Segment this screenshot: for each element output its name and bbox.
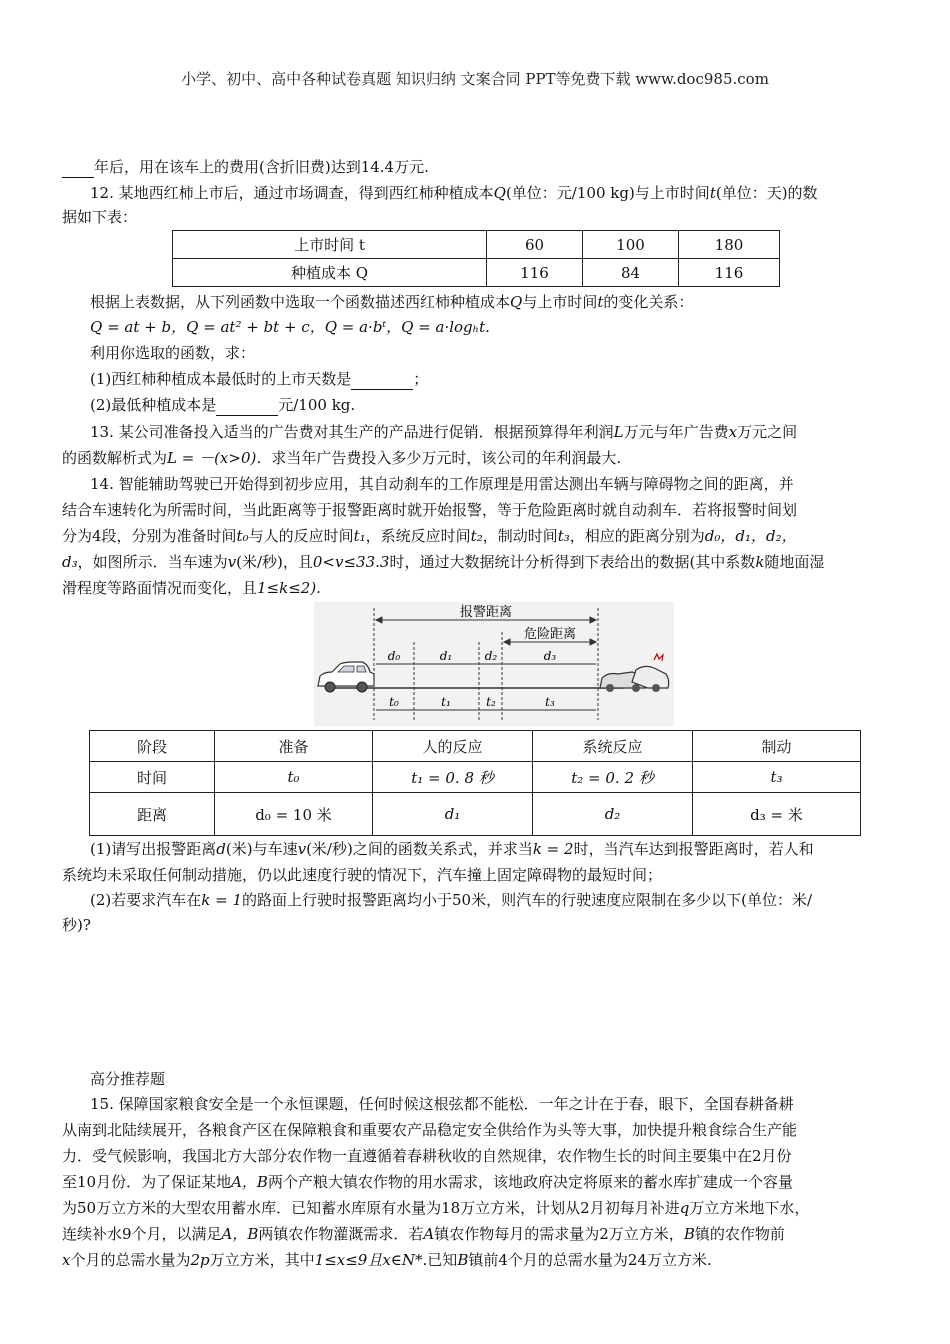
text: 镇前4个月的总需水量为24万立方米. (468, 1251, 712, 1269)
t0-label: t₀ (389, 695, 399, 709)
text: 12. 某地西红柿上市后，通过市场调查，得到西红柿种植成本 (90, 184, 494, 202)
text: 万立方米，其中 (209, 1251, 315, 1269)
text: ，系统反应时间 (365, 527, 471, 545)
table-header-cell: 制动 (693, 731, 861, 762)
q14-sub-1-line-2: 系统均未采取任何制动措施，仍以此速度行驶的情况下，汽车撞上固定障碍物的最短时间； (62, 866, 663, 884)
table-cell: t₀ (215, 762, 373, 793)
var-k1: k = 1 (201, 891, 242, 909)
q15-line-6 (62, 1223, 785, 1245)
q14-sub-1-line-1 (90, 838, 814, 860)
table-row (173, 259, 780, 287)
var-x: x (728, 423, 738, 441)
danger-distance-label: 危险距离 (523, 627, 577, 642)
var-t0: t₀ (236, 527, 249, 545)
table-header-cell: 阶段 (90, 731, 215, 762)
d0-label: d₀ (387, 649, 401, 663)
text: (单位：元/100 kg)与上市时间 (505, 184, 710, 202)
text: 镇的农作物前 (694, 1225, 785, 1243)
answer-blank (62, 162, 94, 178)
table-cell: 116 (487, 259, 583, 287)
answer-blank (351, 374, 413, 390)
formula: L = －(x>0)． (167, 449, 272, 467)
table-cell: 种植成本 Q (173, 259, 487, 287)
q12-line-1 (90, 182, 818, 204)
text: (米/秒)，且 (236, 553, 313, 571)
q12-sub-2 (90, 394, 355, 416)
table-row (90, 762, 861, 793)
text: 万元与年广告费 (623, 423, 729, 441)
table-cell: 60 (487, 231, 583, 259)
table-cell: d₀ = 10 米 (215, 793, 373, 836)
page-header: 小学、初中、高中各种试卷真题 知识归纳 文案合同 PPT等免费下载 www.doc985.com (181, 70, 769, 88)
var-x: x (62, 1251, 71, 1269)
d2-label: d₂ (484, 649, 498, 663)
text: 至10月份．为了保证某地 (62, 1173, 232, 1191)
q15-line-4 (62, 1171, 793, 1193)
var-t2: t₂ (470, 527, 483, 545)
text: 万元之间 (737, 423, 798, 441)
table-header-cell: 系统反应 (533, 731, 693, 762)
q13-line-1 (90, 421, 797, 443)
t3-label: t₃ (545, 695, 555, 709)
var-l: L (613, 423, 624, 441)
text: (1)西红柿种植成本最低时的上市天数是 (90, 370, 352, 388)
text: 求当年广告费投入多少万元时，该公司的年利润最大. (271, 449, 622, 467)
text: 时，当汽车达到报警距离时，若人和 (573, 840, 814, 858)
text: 个月的总需水量为 (70, 1251, 191, 1269)
table-cell: 116 (679, 259, 780, 287)
text: ； (413, 370, 429, 388)
text: (单位：天)的数 (715, 184, 818, 202)
text: 镇农作物每月的需求量为2万立方米， (434, 1225, 684, 1243)
table-cell: t₁ = 0. 8 秒 (373, 762, 533, 793)
q15-line-7 (62, 1249, 712, 1271)
var-xrange: 1≤x≤9且x∈N* (314, 1251, 423, 1269)
table-header-row (90, 731, 861, 762)
q14-line-5 (62, 577, 321, 599)
text: ，制动时间 (482, 527, 558, 545)
table-cell: 180 (679, 231, 780, 259)
table-cell: 时间 (90, 762, 215, 793)
var-ab: A，B (221, 1225, 259, 1243)
var-a: A (423, 1225, 435, 1243)
var-vrange: 0<v≤33.3 (312, 553, 390, 571)
var-q-lower: q (679, 1199, 690, 1217)
q12-functions: Q = at + b，Q = at² + bt + c，Q = a·bᵗ，Q = a·logₕt. (90, 318, 490, 336)
q14-data-table (89, 730, 861, 836)
var-v: v (227, 553, 237, 571)
text: 的函数解析式为 (62, 449, 168, 467)
previous-question-tail (62, 156, 429, 178)
table-cell: d₃ = 米 (693, 793, 861, 836)
text: 万立方米地下水， (689, 1199, 810, 1217)
braking-distance-figure (314, 602, 674, 726)
text: 的路面上行驶时报警距离均小于50米，则汽车的行驶速度应限制在多少以下(单位：米/ (242, 891, 812, 909)
var-t: t (709, 184, 716, 202)
q14-sub-2-line-2: 秒)? (62, 916, 91, 934)
text: (米)与车速 (225, 840, 298, 858)
q13-line-2 (62, 447, 621, 469)
text: .已知 (422, 1251, 458, 1269)
table-cell: 84 (583, 259, 679, 287)
var-d: d (216, 840, 226, 858)
text: 年后，用在该车上的费用(含折旧费)达到14.4万元. (94, 158, 429, 176)
var-dlist: d₀，d₁，d₂， (704, 527, 797, 545)
q14-line-2: 结合车速转化为所需时间，当此距离等于报警距离时就开始报警，等于危险距离时就自动刹车．若将报警时间划 (62, 501, 798, 519)
var-q: Q (510, 293, 523, 311)
q12-sub-1 (90, 368, 428, 390)
text: ，相应的距离分别为 (569, 527, 705, 545)
table-cell: t₂ = 0. 2 秒 (533, 762, 693, 793)
text: 的变化关系： (603, 293, 694, 311)
var-q: Q (493, 184, 506, 202)
q14-sub-2-line-1 (90, 889, 812, 911)
d3-label: d₃ (543, 649, 557, 663)
var-t1: t₁ (353, 527, 366, 545)
var-krange: 1≤k≤2). (257, 579, 321, 597)
table-cell: d₁ (373, 793, 533, 836)
table-cell: 100 (583, 231, 679, 259)
text: (米/秒)之间的函数关系式，并求当 (306, 840, 533, 858)
text: 根据上表数据，从下列函数中选取一个函数描述西红柿种植成本 (90, 293, 511, 311)
text: 两个产粮大镇农作物的用水需求，该地政府决定将原来的蓄水库扩建成一个容量 (267, 1173, 793, 1191)
table-header-cell: 人的反应 (373, 731, 533, 762)
table-cell: t₃ (693, 762, 861, 793)
q15-line-1: 15. 保障国家粮食安全是一个永恒课题，任何时候这根弦都不能松．一年之计在于春，眼下，全国春耕备耕 (90, 1095, 794, 1113)
text: 为50万立方米的大型农用蓄水库．已知蓄水库原有水量为18万立方米，计划从2月初每月补进 (62, 1199, 680, 1217)
q14-line-3 (62, 525, 797, 547)
q14-line-1: 14. 智能辅助驾驶已开始得到初步应用，其自动刹车的工作原理是用雷达测出车辆与障碍物之间的距离，并 (90, 475, 794, 493)
text: 时，通过大数据统计分析得到下表给出的数据(其中系数 (389, 553, 756, 571)
table-cell: 上市时间 t (173, 231, 487, 259)
q14-line-4 (62, 551, 824, 573)
answer-blank (216, 400, 278, 416)
text: 两镇农作物灌溉需求．若 (258, 1225, 424, 1243)
table-cell: 距离 (90, 793, 215, 836)
var-k: k (755, 553, 765, 571)
q12-data-table (172, 230, 780, 287)
t2-label: t₂ (486, 695, 496, 709)
var-2p: 2p (190, 1251, 210, 1269)
text: 与上市时间 (522, 293, 598, 311)
section-title: 高分推荐题 (90, 1070, 166, 1088)
var-ab: A，B (231, 1173, 268, 1191)
q12-line-4: 利用你选取的函数，求： (90, 344, 256, 362)
var-k2: k = 2 (532, 840, 574, 858)
text: 连续补水9个月，以满足 (62, 1225, 222, 1243)
text: 分为4段，分别为准备时间 (62, 527, 237, 545)
text: 随地面湿 (764, 553, 825, 571)
var-t: t (597, 293, 604, 311)
text: (2)最低种植成本是 (90, 396, 217, 414)
q15-line-3: 力．受气候影响，我国北方大部分农作物一直遵循着春耕秋收的自然规律，农作物生长的时间主要集中在2月份 (62, 1147, 792, 1165)
table-cell: d₂ (533, 793, 693, 836)
q12-line-3 (90, 291, 693, 313)
text: (2)若要求汽车在 (90, 891, 202, 909)
var-b: B (683, 1225, 695, 1243)
var-t3: t₃ (557, 527, 570, 545)
text: ，如图所示．当车速为 (77, 553, 228, 571)
text: 元/100 kg. (278, 396, 356, 414)
alarm-distance-label: 报警距离 (459, 605, 513, 620)
var-d3: d₃ (62, 553, 78, 571)
q15-line-5 (62, 1197, 809, 1219)
d1-label: d₁ (439, 649, 453, 663)
table-header-cell: 准备 (215, 731, 373, 762)
text: 13. 某公司准备投入适当的广告费对其生产的产品进行促销．根据预算得年利润 (90, 423, 614, 441)
q15-line-2: 从南到北陆续展开，各粮食产区在保障粮食和重要农产品稳定安全供给作为头等大事，加快提升粮食综合生产能 (62, 1121, 798, 1139)
text: 滑程度等路面情况而变化，且 (62, 579, 258, 597)
var-b: B (457, 1251, 469, 1269)
text: (1)请写出报警距离 (90, 840, 217, 858)
q12-line-2: 据如下表： (62, 208, 138, 226)
table-row (173, 231, 780, 259)
text: 与人的反应时间 (248, 527, 354, 545)
table-row (90, 793, 861, 836)
var-v: v (297, 840, 307, 858)
t1-label: t₁ (441, 695, 451, 709)
